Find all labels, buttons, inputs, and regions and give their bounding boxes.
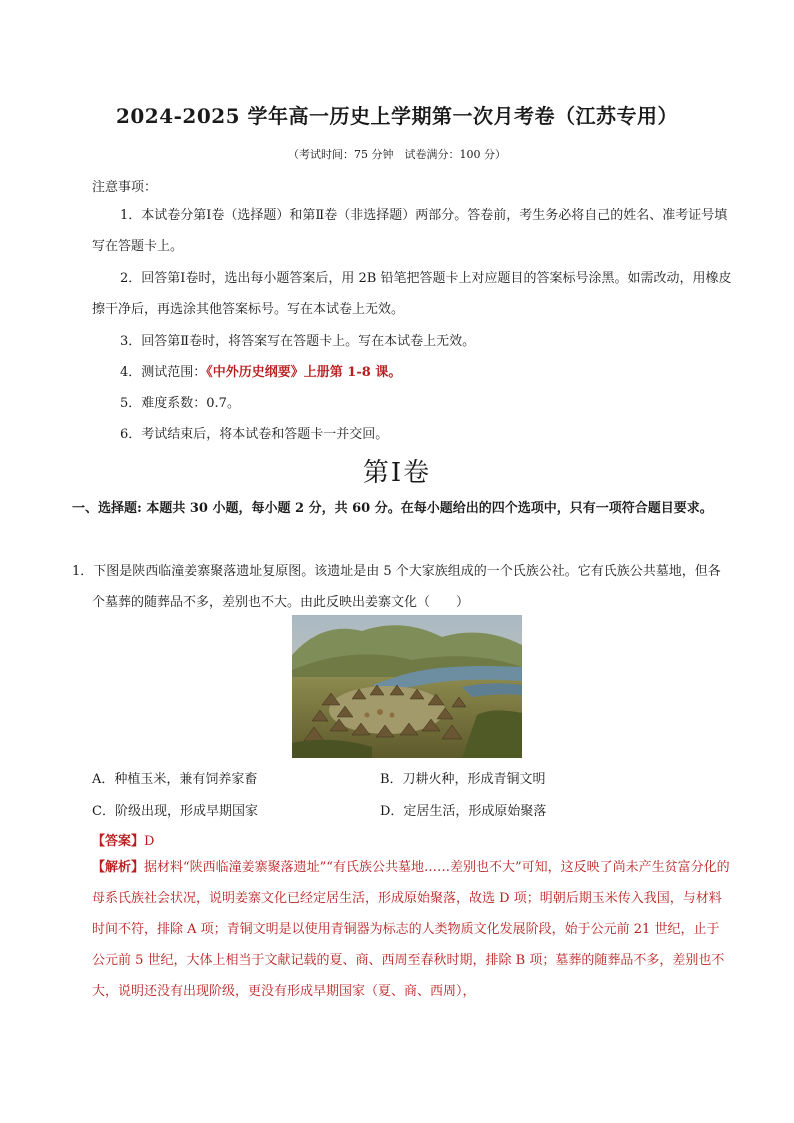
answer-label: 【答案】 — [92, 834, 145, 849]
option-d: D．定居生活，形成原始聚落 — [380, 804, 547, 819]
part-title: 第Ⅰ卷 — [362, 458, 432, 488]
notes-heading: 注意事项： — [92, 180, 158, 195]
exam-title: 2024-2025 学年高一历史上学期第一次月考卷（江苏专用） — [115, 104, 679, 128]
note-item-2: 2．回答第Ⅰ卷时，选出每小题答案后，用 2B 铅笔把答题卡上对应题目的答案标号涂黑。如需改动，用橡皮擦干净后，再选涂其他答案标号。写在本试卷上无效。 — [92, 271, 732, 317]
question-1-stem: 1．下图是陕西临潼姜寨聚落遗址复原图。该遗址是由 5 个大家族组成的一个氏族公社。它有氏族公共墓地，但各个墓葬的随葬品不多，差别也不大。由此反映出姜寨文化（ ） — [72, 564, 721, 610]
note-scope-value: 《中外历史纲要》上册第 1-8 课。 — [206, 365, 402, 380]
section-heading: 一、选择题: 本题共 30 小题，每小题 2 分，共 60 分。在每小题给出的四个选项中，只有一项符合题目要求。 — [72, 501, 713, 516]
note-item-1: 1．本试卷分第Ⅰ卷（选择题）和第Ⅱ卷（非选择题）两部分。答卷前，考生务必将自己的姓名、准考证号填写在答题卡上。 — [92, 208, 728, 254]
note-item-4 — [92, 357, 732, 388]
answer-line — [92, 830, 154, 849]
analysis-text: 据材料“陕西临潼姜寨聚落遗址”“有氏族公共墓地……差别也不大”可知，这反映了尚未产生贫富分化的母系氏族社会状况，说明姜寨文化已经定居生活，形成原始聚落，故选 D 项；明朝后期玉米传入我国，与材料时间不符，排除 A 项；青铜文明是以使用青铜器为标志的人类物质文化发展阶段，始于公元前 21 世纪，止于公元前 5 世纪，大体上相当于文献记载的夏、商、西周至春秋时期，排除 B 项；墓葬的随葬品不多，差别也不大，说明还没有出现阶级，更没有形成早期国家（夏、商、西周）， — [92, 860, 730, 999]
answer-value: D — [144, 834, 155, 849]
note-item-6: 6．考试结束后，将本试卷和答题卡一并交回。 — [120, 427, 389, 442]
option-c: C．阶级出现，形成早期国家 — [92, 804, 258, 819]
option-a: A．种植玉米，兼有饲养家畜 — [92, 772, 258, 787]
option-b: B．刀耕火种，形成青铜文明 — [380, 772, 546, 787]
jiangzhai-settlement-image — [292, 615, 522, 758]
exam-subtitle: （考试时间：75 分钟 试卷满分：100 分） — [288, 148, 506, 161]
analysis-label: 【解析】 — [92, 860, 145, 875]
note-item-3: 3．回答第Ⅱ卷时，将答案写在答题卡上。写在本试卷上无效。 — [120, 334, 476, 349]
note-item-5: 5．难度系数：0.7。 — [120, 396, 240, 411]
analysis-block — [92, 852, 732, 1007]
note-scope-prefix: 4．测试范围： — [120, 365, 207, 380]
